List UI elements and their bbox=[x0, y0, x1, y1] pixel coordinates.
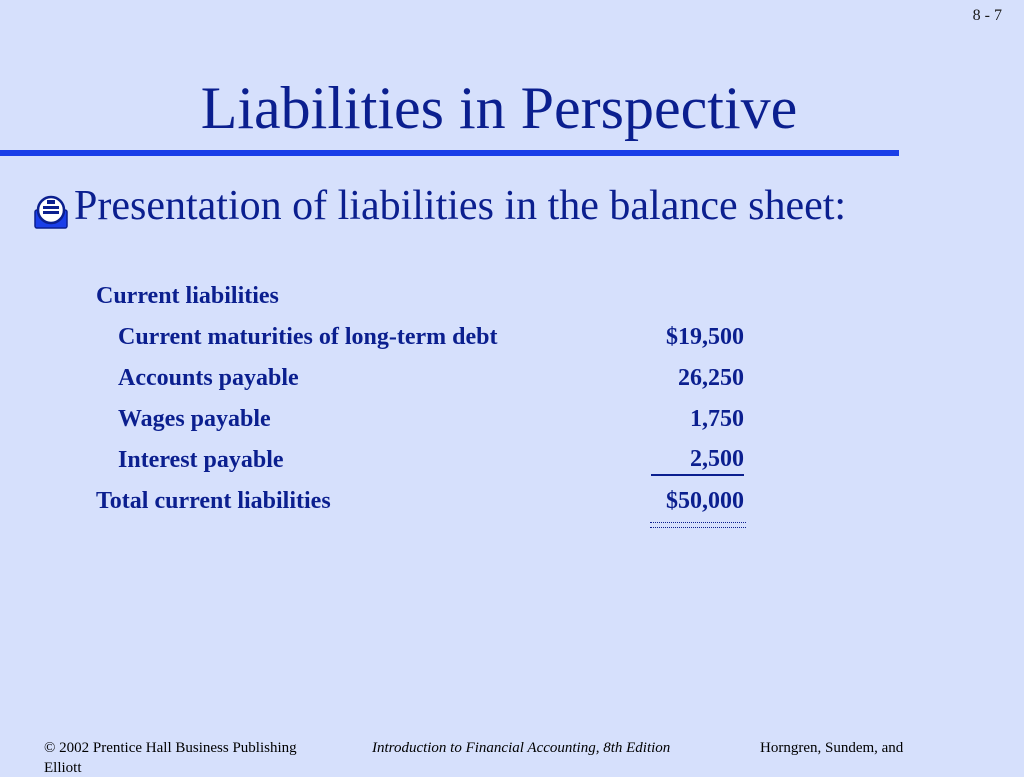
ledger-heading-row bbox=[96, 280, 756, 321]
double-underline bbox=[650, 522, 746, 528]
row-amount: $19,500 bbox=[666, 324, 744, 350]
total-label: Total current liabilities bbox=[96, 488, 331, 514]
row-amount: 26,250 bbox=[678, 365, 744, 391]
total-amount: $50,000 bbox=[666, 488, 744, 514]
footer-authors-continued: Elliott bbox=[44, 760, 82, 776]
table-row bbox=[96, 362, 756, 403]
binder-clip-icon bbox=[32, 192, 70, 232]
footer-authors: Horngren, Sundem, and bbox=[760, 740, 904, 756]
ledger-heading: Current liabilities bbox=[96, 283, 279, 309]
title-underline bbox=[0, 150, 899, 156]
row-label: Interest payable bbox=[118, 447, 284, 473]
row-label: Accounts payable bbox=[118, 365, 299, 391]
table-row bbox=[96, 321, 756, 362]
footer-copyright: © 2002 Prentice Hall Business Publishing bbox=[44, 740, 297, 756]
row-amount: 1,750 bbox=[690, 406, 744, 432]
page-number: 8 - 7 bbox=[972, 7, 1002, 24]
row-label: Current maturities of long-term debt bbox=[118, 324, 498, 350]
slide-title: Liabilities in Perspective bbox=[200, 75, 798, 141]
total-row bbox=[96, 485, 756, 526]
row-amount: 2,500 bbox=[651, 444, 744, 476]
table-row bbox=[96, 444, 756, 485]
table-row bbox=[96, 403, 756, 444]
row-label: Wages payable bbox=[118, 406, 271, 432]
bullet-item bbox=[32, 180, 846, 232]
bullet-text: Presentation of liabilities in the balance sheet: bbox=[74, 183, 847, 229]
liabilities-table bbox=[96, 280, 756, 526]
footer-book-title: Introduction to Financial Accounting, 8th Edition bbox=[372, 740, 671, 756]
